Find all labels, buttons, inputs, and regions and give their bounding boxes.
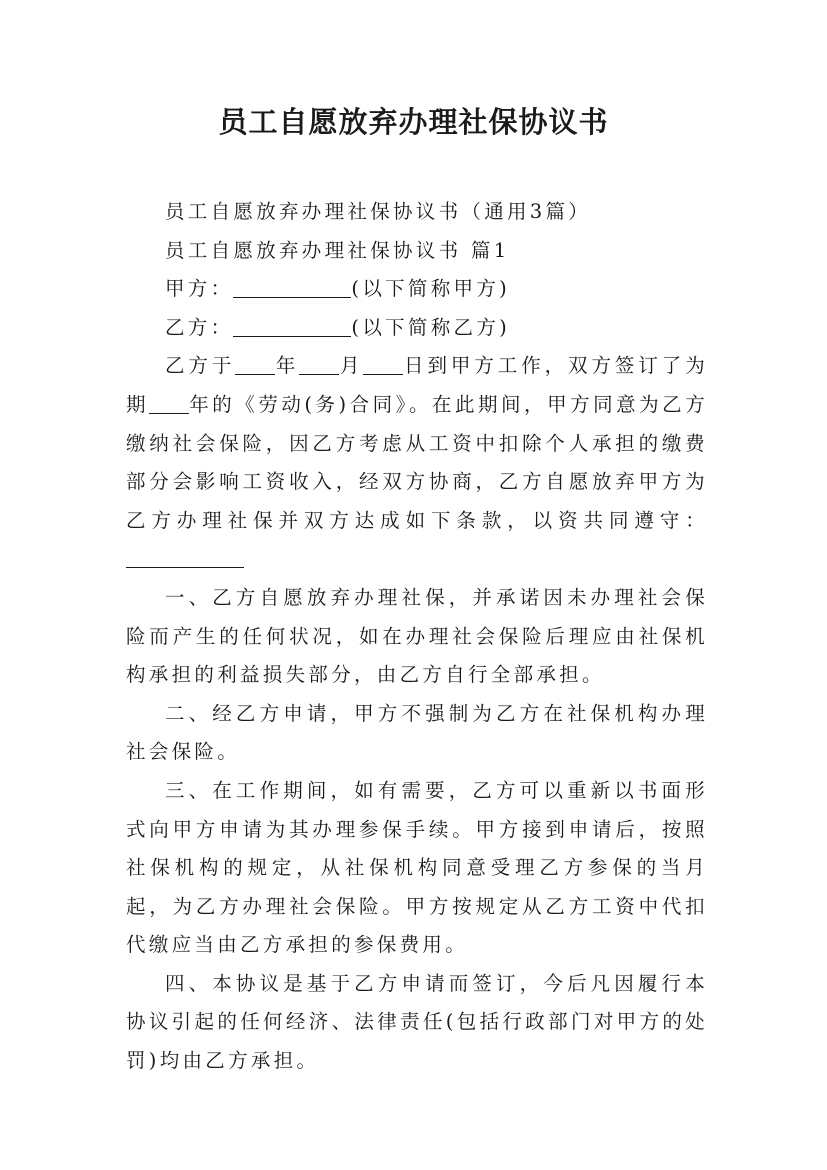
party-a-suffix: (以下简称甲方) <box>351 277 511 301</box>
clause-4: 四、本协议是基于乙方申请而签订，今后凡因履行本协议引起的任何经济、法律责任(包括行政部门对甲方的处罚)均由乙方承担。 <box>126 971 708 1073</box>
year-blank <box>235 352 275 375</box>
intro-part3: 年的《劳动(务)合同》。在此期间，甲方同意为乙方缴纳社会保险，因乙方考虑从工资中扣除个人承担的缴费部分会影响工资收入，经双方协商，乙方自愿放弃甲方为乙方办理社保并双方达成如下条款，以资共同遵守： <box>126 392 708 532</box>
clause-2: 二、经乙方申请，甲方不强制为乙方在社保机构办理社会保险。 <box>126 701 708 764</box>
clause-1: 一、乙方自愿放弃办理社保，并承诺因未办理社会保险而产生的任何状况，如在办理社会保险后理应由社保机构承担的利益损失部分，由乙方自行全部承担。 <box>126 585 708 687</box>
party-b-blank <box>233 314 351 337</box>
term-blank <box>149 391 189 414</box>
intro-month: 月 <box>339 354 364 378</box>
intro-part2: 日到甲方工作，双方签订了为期 <box>126 354 708 416</box>
intro-end-blank <box>126 545 244 568</box>
month-blank <box>299 352 339 375</box>
party-b-line <box>126 309 708 348</box>
document-body <box>126 193 708 1081</box>
day-blank <box>363 352 403 375</box>
clause-3: 三、在工作期间，如有需要，乙方可以重新以书面形式向甲方申请为其办理参保手续。甲方接到申请后，按照社保机构的规定，从社保机构同意受理乙方参保的当月起，为乙方办理社会保险。甲方按规定从乙方工资中代扣代缴应当由乙方承担的参保费用。 <box>126 778 708 957</box>
subtitle-line: 员工自愿放弃办理社保协议书（通用3篇） <box>165 200 592 223</box>
intro-year: 年 <box>275 354 300 378</box>
intro-paragraph <box>126 347 708 579</box>
party-a-line <box>126 270 708 309</box>
section-heading: 员工自愿放弃办理社保协议书 篇1 <box>165 238 510 262</box>
document-title: 员工自愿放弃办理社保协议书 <box>218 105 609 139</box>
party-b-suffix: (以下简称乙方) <box>351 315 511 339</box>
party-b-label: 乙方： <box>165 315 234 339</box>
party-a-label: 甲方： <box>165 277 234 301</box>
party-a-blank <box>233 275 351 298</box>
intro-part1: 乙方于 <box>165 354 236 378</box>
